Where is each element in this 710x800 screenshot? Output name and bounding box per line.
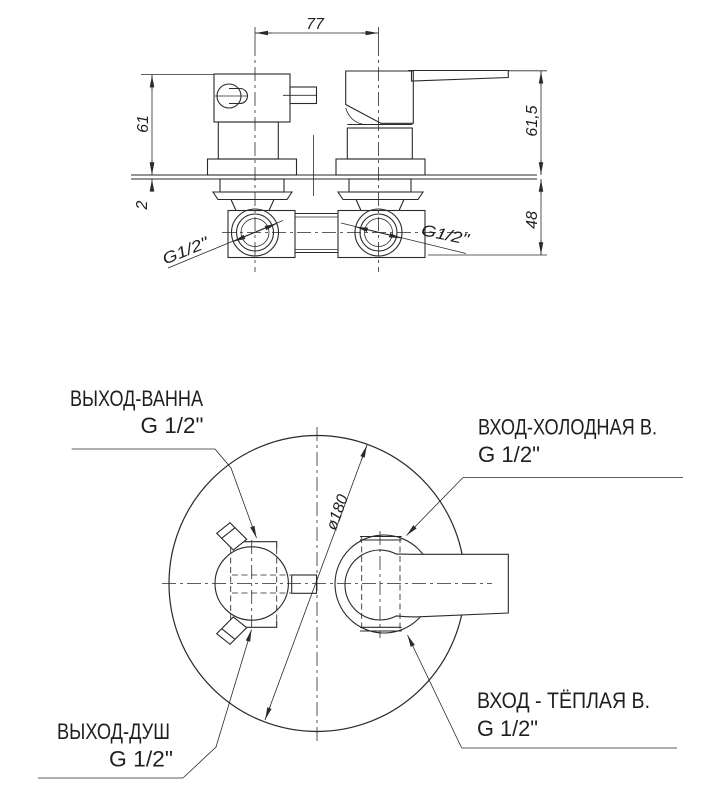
mixer-neck-left bbox=[356, 200, 361, 211]
mixer-body-and-lever-plan bbox=[345, 550, 508, 620]
label-outlet-shower-leader bbox=[183, 630, 252, 779]
diverter-wing-lower bbox=[217, 617, 247, 644]
diverter-wing-upper bbox=[217, 523, 247, 550]
diverter-nut bbox=[208, 159, 297, 175]
thread-right-text: G1/2" bbox=[419, 222, 463, 248]
label-inlet-cold-title: ВХОД-ХОЛОДНАЯ В. bbox=[478, 414, 657, 440]
dimension-dia180-arrow-bottom bbox=[265, 705, 270, 720]
diverter-column bbox=[218, 122, 278, 159]
diverter-lower-column bbox=[220, 179, 284, 192]
thread-left-text: G1/2" bbox=[160, 237, 205, 269]
mixer-lower-column bbox=[349, 179, 411, 192]
dimension-2-text: 2 bbox=[134, 200, 151, 210]
label-inlet-warm-thread: G 1/2" bbox=[477, 716, 538, 741]
dimension-615-text: 61,5 bbox=[524, 105, 541, 137]
dimension-dia180-text: ø180 bbox=[323, 492, 352, 533]
dimension-61-text: 61 bbox=[135, 115, 152, 133]
dimension-48-text: 48 bbox=[524, 211, 541, 229]
mixer-column bbox=[347, 128, 412, 159]
mixer-body bbox=[346, 71, 414, 123]
thread-right-arrow1 bbox=[356, 227, 379, 233]
plan-view bbox=[38, 386, 683, 778]
mixer-neck-right bbox=[399, 200, 404, 211]
diverter-escutcheon bbox=[213, 192, 292, 200]
label-outlet-bath-thread: G 1/2" bbox=[140, 413, 204, 438]
label-inlet-cold-leader bbox=[407, 478, 464, 536]
label-inlet-cold-thread: G 1/2" bbox=[478, 442, 540, 467]
label-outlet-bath-title: ВЫХОД-ВАННА bbox=[70, 386, 204, 411]
dimension-dia180-arrow-top bbox=[361, 446, 366, 461]
label-outlet-shower-thread: G 1/2" bbox=[109, 746, 173, 772]
mixer-lever bbox=[408, 71, 508, 82]
diverter-union-block bbox=[228, 211, 295, 258]
dimension-77-text: 77 bbox=[306, 16, 324, 33]
diverter-neck-left bbox=[231, 200, 236, 211]
diverter-body bbox=[214, 74, 290, 122]
label-outlet-bath-leader bbox=[215, 449, 257, 538]
diverter-neck-right bbox=[269, 200, 274, 211]
mixer-escutcheon bbox=[338, 192, 423, 200]
label-inlet-warm-leader bbox=[408, 635, 462, 748]
thread-right-arrow2 bbox=[379, 233, 402, 239]
label-inlet-warm-title: ВХОД - ТЁПЛАЯ В. bbox=[477, 688, 650, 713]
label-outlet-shower-title: ВЫХОД-ДУШ bbox=[57, 719, 170, 744]
mixer-body-arc bbox=[346, 108, 363, 124]
mixer-nut bbox=[336, 159, 425, 175]
front-view bbox=[131, 16, 547, 272]
